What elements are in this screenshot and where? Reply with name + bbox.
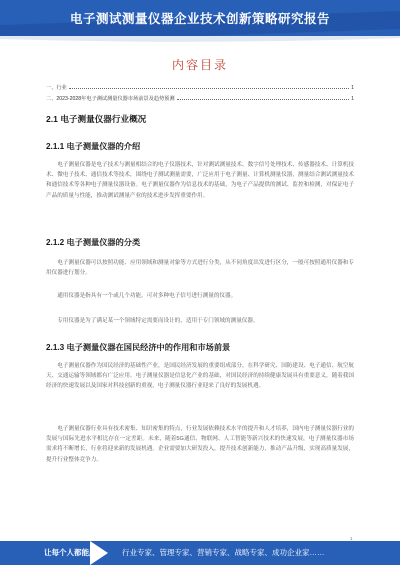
toc-entry[interactable] (46, 82, 354, 91)
body-paragraph: 电子测量仪器行业具有技术密集、知识密集的特点，行业发展依赖技术水平的提升和人才培养，国内电子测量仪器行业的发展与国际先进水平相比存在一定差距。未来，随着5G通信、物联网、人工智能等新兴技术的快速发展，电子测量仪器市场需求将不断增长，行业将迎来新的发展机遇。企业需要加大研发投入，提升技术创新能力，推动产品升级，实现高质量发展，提升行业整体竞争力。 (46, 426, 354, 463)
toc-title: 内容目录 (171, 58, 228, 72)
arrow-icon (90, 541, 108, 565)
body-paragraph: 专用仪器是为了满足某一个领域特定需要而设计的，适用于专门领域的测量仪器。 (57, 318, 259, 324)
body-paragraph: 通用仪器是指具有一个或几个功能，可对多种电子信号进行测量的仪器。 (57, 293, 237, 299)
toc-entry[interactable] (46, 93, 354, 102)
header-swoosh (0, 36, 400, 44)
toc-entry-label: 二、2023-2028年电子测试测量仪器市场前景及趋势预测 (46, 96, 175, 102)
body-paragraph: 电子测量仪器可以按照功能、应用领域和测量对象等方式进行分类，从不同角度出发进行区分，一般可按照通用仪器和专用仪器进行划分。 (46, 260, 354, 277)
body-paragraph: 电子测量仪器是电子技术与测量相结合的电子仪器技术，针对测试测量技术、数字信号处理技术、传感器技术、计算机技术、微电子技术、通信技术等技术，围绕电子测试测量需要，广泛应用于电子测量、计算机测量仪器，测量结合测试测量技术和通信技术等各种电子测量仪器设备。电子测量仪器作为信息技术的基础，为电子产品提供的测试、监控和检测，对保证电子产品的质量与性能，推动测试测量产业的技术进步发挥重要作用。 (46, 162, 354, 199)
toc-leader (177, 99, 350, 100)
toc-leader (69, 88, 349, 89)
footer-tagline: 行业专家、管理专家、营销专家、战略专家、成功企业家…… (122, 548, 325, 557)
header-banner (0, 0, 400, 36)
footer-slogan: 让每个人都能成为 (44, 548, 104, 557)
subsection-heading: 2.1.1 电子测量仪器的介绍 (46, 142, 141, 151)
section-heading: 2.1 电子测量仪器行业概况 (46, 114, 147, 124)
toc-entry-page: 1 (351, 85, 354, 91)
toc-entry-label: 一、行业 (46, 85, 67, 91)
body-paragraph: 电子测量仪器作为国民经济的基础性产业，是国民经济发展的重要组成部分，在科学研究、国防建设、电子通信、航空航天、交通运输等领域都有广泛应用。电子测量仪器是信息化产业的基础，对国民经济的持续健康发展具有重要意义，随着我国经济的快速发展以及国家对科技创新的重视，电子测量仪器行业迎来了良好的发展机遇。 (46, 363, 354, 390)
page-number: 1 (350, 536, 353, 541)
subsection-heading: 2.1.2 电子测量仪器的分类 (46, 238, 141, 247)
footer-banner (0, 541, 400, 565)
subsection-heading: 2.1.3 电子测量仪器在国民经济中的作用和市场前景 (46, 343, 231, 352)
report-title: 电子测试测量仪器企业技术创新策略研究报告 (69, 12, 330, 26)
toc-entry-page: 1 (351, 96, 354, 102)
